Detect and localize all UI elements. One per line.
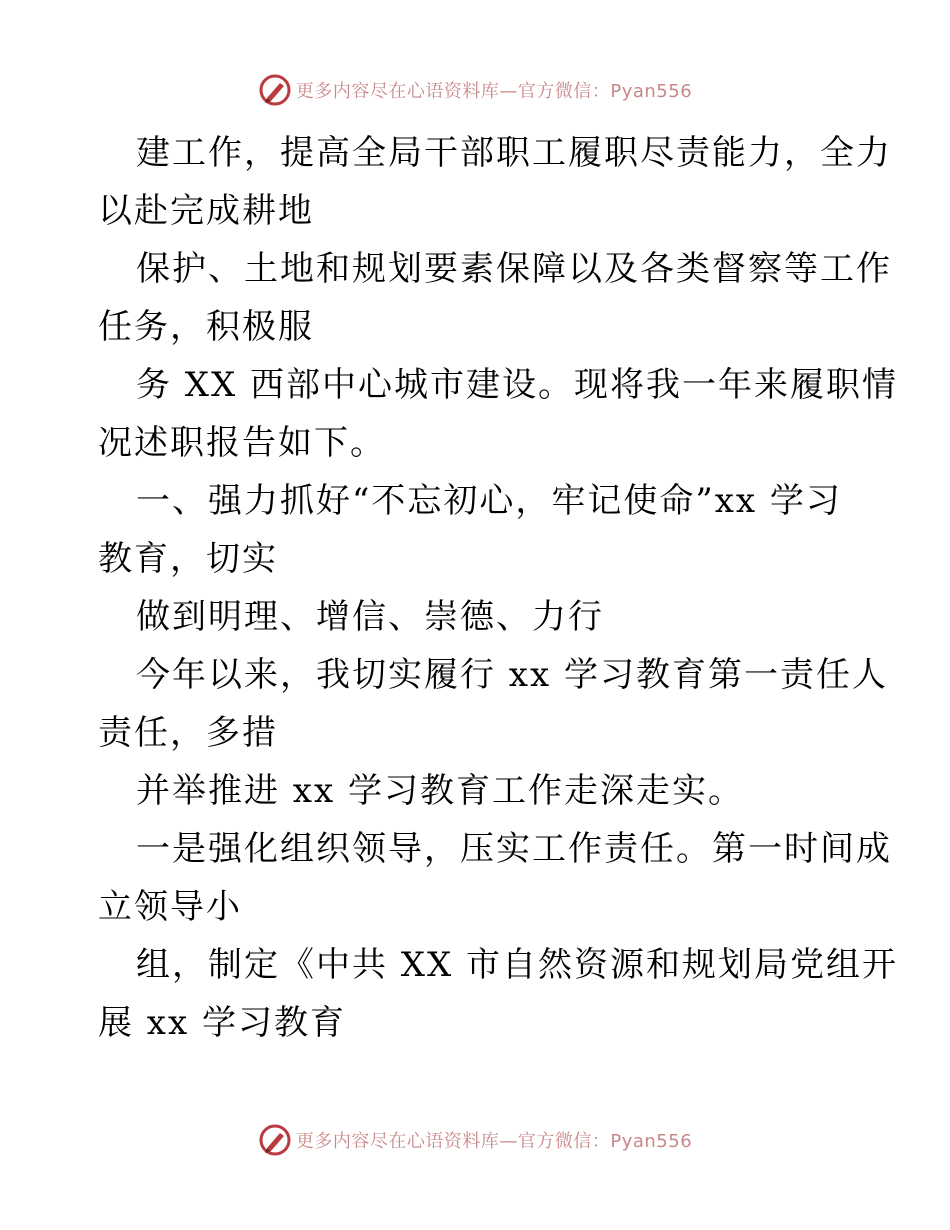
- body-text-line: 任务，积极服: [98, 307, 314, 347]
- header-banner: [0, 70, 950, 110]
- pen-logo-icon: [258, 1123, 292, 1157]
- header-banner-text[interactable]: 更多内容尽在心语资料库—官方微信：Pyan556: [295, 81, 693, 102]
- body-text-line: 做到明理、增信、崇德、力行: [136, 597, 604, 637]
- document-body: [98, 124, 899, 1052]
- body-text-line: 保护、土地和规划要素保障以及各类督察等工作: [136, 249, 892, 289]
- body-text-line: 责任，多措: [98, 713, 278, 753]
- body-text-line: 展 xx 学习教育: [98, 1003, 346, 1043]
- body-text-line: 况述职报告如下。: [98, 423, 386, 463]
- body-text-line: 今年以来，我切实履行 xx 学习教育第一责任人: [136, 655, 888, 695]
- body-text-line: 务 XX 西部中心城市建设。现将我一年来履职情: [136, 365, 899, 405]
- body-text-line: 立领导小: [98, 887, 242, 927]
- body-text-line: 以赴完成耕地: [98, 191, 314, 231]
- body-text-line: 并举推进 xx 学习教育工作走深走实。: [136, 771, 744, 811]
- body-text-line: 组，制定《中共 XX 市自然资源和规划局党组开: [136, 945, 899, 985]
- body-text-line: 教育，切实: [98, 539, 278, 579]
- footer-banner-text[interactable]: 更多内容尽在心语资料库—官方微信：Pyan556: [295, 1131, 693, 1152]
- pen-logo-icon: [258, 73, 292, 107]
- body-text-line: 建工作，提高全局干部职工履职尽责能力，全力: [136, 133, 892, 173]
- body-text-line: 一、强力抓好“不忘初心，牢记使命”xx 学习: [136, 481, 842, 521]
- body-text-line: 一是强化组织领导，压实工作责任。第一时间成: [136, 829, 892, 869]
- footer-banner: [0, 1120, 950, 1160]
